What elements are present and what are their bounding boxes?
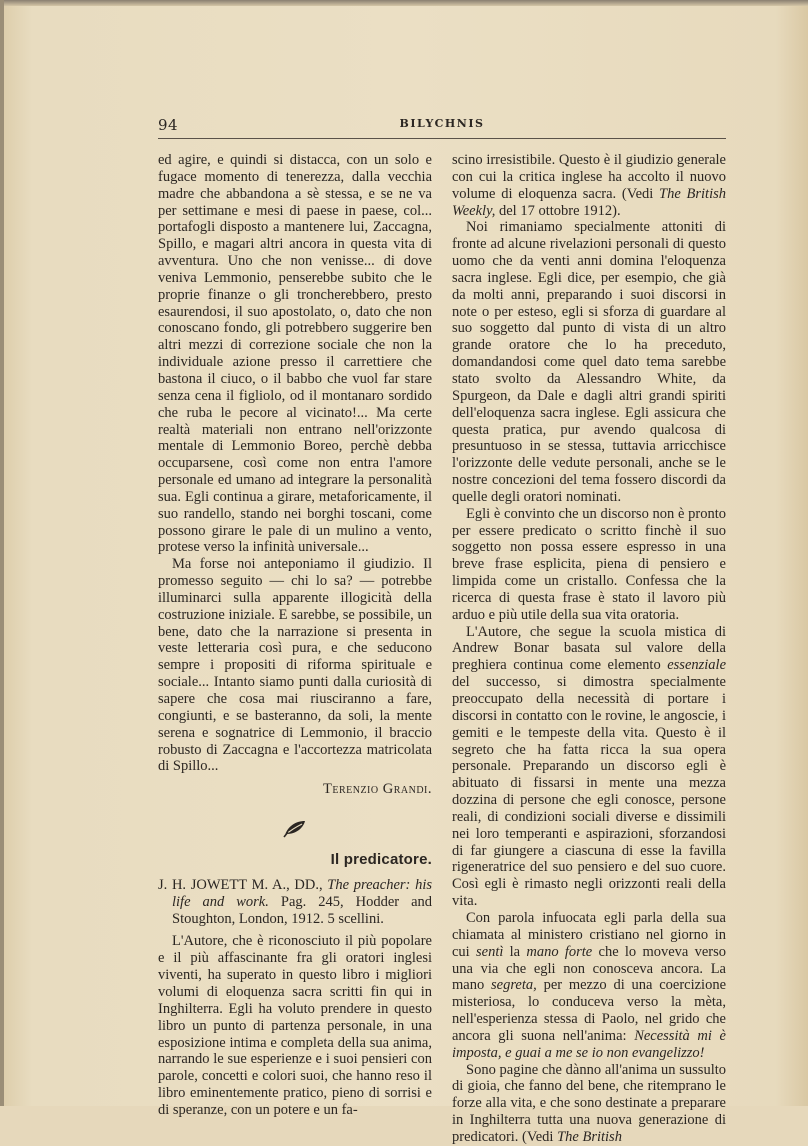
italic-text: mano forte (526, 943, 593, 960)
text-run: L'Autore, che segue la scuola mistica di Andrew Bonar basata sul valore della preghiera continua come elemento (452, 623, 726, 674)
paragraph: Noi rimaniamo specialmente attoniti di fronte ad alcune rivelazioni personali di questo uomo che da venti anni domina l'eloquenza sacra inglese. Egli dice, per esempio, che già da molti anni, preparando i suoi discorsi in note o per esteso, egli si sforza di guardare al suo soggetto dal punto di vista di un altro grande oratore che lo ha preceduto, domandandosi come quel dato tema sarebbe stato svolto da Alessandro White, da Spurgeon, da Dale e dagli altri grandi spiriti dell'eloquenza sacra inglese. Egli assicura che questa pratica, pur avendo qualcosa di presuntuoso in se stessa, tuttavia arricchisce l'orizzonte delle vedute personali, anche se le nostre concezioni del tema fossero discordi da quelle degli oratori nominati. (452, 219, 726, 505)
bibliographic-entry (158, 877, 432, 928)
paragraph (452, 1062, 726, 1146)
running-title: BILYCHNIS (399, 117, 485, 130)
biblio-title: The preacher: his life and work. (172, 876, 432, 910)
biblio-details: Pag. 245, Hodder and Stoughton, London, 1912. 5 scellini. (172, 893, 433, 927)
paragraph: Ma forse noi anteponiamo il giudizio. Il promesso seguito — chi lo sa? — potrebbe illuminarci sulla apparente illogicità della costruzione iniziale. E sarebbe, se possibile, un bene, dato che la narrazione si presenta in veste letteraria così pura, e che seducono sempre i propositi di riforma spirituale e sociale... Intanto siamo punti dalla curiosità di sapere che cosa mai riusciranno a fare, congiunti, e se basteranno, da soli, la mente serena e sognatrice di Lemmonio, il braccio robusto di Zaccagna e l'accortezza matricolata di Spillo... (158, 556, 432, 775)
paragraph: Egli è convinto che un discorso non è pronto per essere predicato o scritto finchè il suo soggetto non possa essere espresso in una breve frase esplicita, piena di pensiero e limpida come un cristallo. Confessa che la ricerca di questa frase è stato il lavoro più arduo e più utile della sua vita oratoria. (452, 505, 726, 623)
leaf-ornament-icon (158, 818, 432, 840)
left-column (158, 152, 432, 1119)
page-header (158, 116, 726, 140)
text-run: scino irresistibile. Questo è il giudizio generale con cui la critica inglese ha accolto il nuovo volume di eloquenza sacra. (Vedi (452, 152, 726, 202)
paragraph (452, 624, 726, 910)
text-run: Con parola infuocata egli parla della sua chiamata al ministero cristiano nel giorno in cui (452, 909, 726, 960)
italic-text: The British Weekly, (452, 185, 726, 219)
paragraph: L'Autore, che è riconosciuto il più popolare e il più affascinante fra gli oratori inglesi viventi, ha superato in questo libro i migliori volumi di eloquenza sacra scritti fin qui in Inghilterra. Egli ha voluto prendere in questo libro un punto di partenza personale, in una esposizione intima e completa della sua anima, narrando le sue esperienze e i suoi pensieri con parole, concetti e colori suoi, che hanno reso il libro eminentemente pratico, pieno di sorrisi e di speranze, con un potere e un fa- (158, 933, 432, 1118)
paragraph (452, 152, 726, 219)
italic-text: sentì (475, 943, 504, 960)
italic-text: The British (557, 1128, 622, 1145)
text-run: del successo, si dimostra specialmente preoccupato della necessità di portare i discorsi in contatto con le rovine, le angoscie, i gemiti e le tempeste della vita. Questo è il segreto che ha fatta ricca la sua opera personale. Preparando un discorso egli è abituato di fissarsi in mente una mezza dozzina di persone che egli conosce, persone reali, di condizioni sociali diverse e dissimili nei loro temperanti e aspirazioni, sforzandosi di far giungere a ciascuna di esse la favilla rigeneratrice del suo pensiero e del suo cuore. Così egli è rimasto negli orizzonti reali della vita. (452, 674, 726, 910)
text-run: per mezzo di una coercizione misteriosa, lo conduceva verso la mèta, nell'esperienza stessa di Paolo, nel grido che ancora gli suona nell'anima: (452, 977, 727, 1044)
text-run: Sono pagine che dànno all'anima un sussulto di gioia, che fanno del bene, che ritemprano le forze alla vita, e che sono destinate a preparare in Inghilterra tutta una nuova generazione di predicatori. (Vedi (452, 1061, 726, 1145)
paragraph: ed agire, e quindi si distacca, con un solo e fugace momento di tenerezza, dalla vecchia madre che abbandona a sè stessa, e se ne va per settimane e mesi di paese in paese, col... portafogli disposto a mantenere lui, Zaccagna, Spillo, e magari altri ancora in questa vita di avventura. Uno che non venisse... di dove veniva Lemmonio, penserebbe subito che le proprie finanze o gli troncherebbero, presto esaurendosi, il suo apostolato, o, dato che non conoscano fondo, gli potrebbero suggerire ben altri mezzi di correzione sociale che non la individuale azione presso il carrettiere che bastona il ciuco, o il babbo che vuol far stare senza cena il figliolo, od il montanaro sordido che ruba le pecore al vicinato!... Ma certe realtà materiali non entrano nell'orizzonte mentale di Lemmonio Boreo, perchè debba occuparsene, così come non entra l'amore personale ed umano ad integrare la personalità sua. Egli continua a girare, metaforicamente, il suo randello, stando nei borghi toscani, come possono girare le pale di un mulino a vento, protese verso la infinità universale... (158, 152, 432, 556)
italic-text: essenziale (667, 657, 727, 674)
text-run: che lo moveva verso una via che egli non conosceva ancora. La mano (452, 943, 727, 994)
italic-text: segreta, (491, 977, 537, 994)
biblio-author: J. H. JOWETT M. A., DD., (158, 876, 323, 893)
section-title: Il predicatore. (330, 851, 432, 869)
page-top-edge (0, 0, 808, 6)
paragraph (452, 910, 726, 1062)
text-run: del 17 ottobre 1912). (498, 202, 621, 219)
header-rule (158, 138, 726, 139)
italic-text: Necessità mi è imposta, e guai a me se io non evangelizzo! (452, 1027, 726, 1061)
author-signature: Terenzio Grandi. (322, 781, 432, 798)
page-binding-edge (0, 0, 4, 1106)
page-number: 94 (158, 116, 179, 134)
text-run: la (509, 943, 521, 960)
right-column (452, 152, 726, 1146)
